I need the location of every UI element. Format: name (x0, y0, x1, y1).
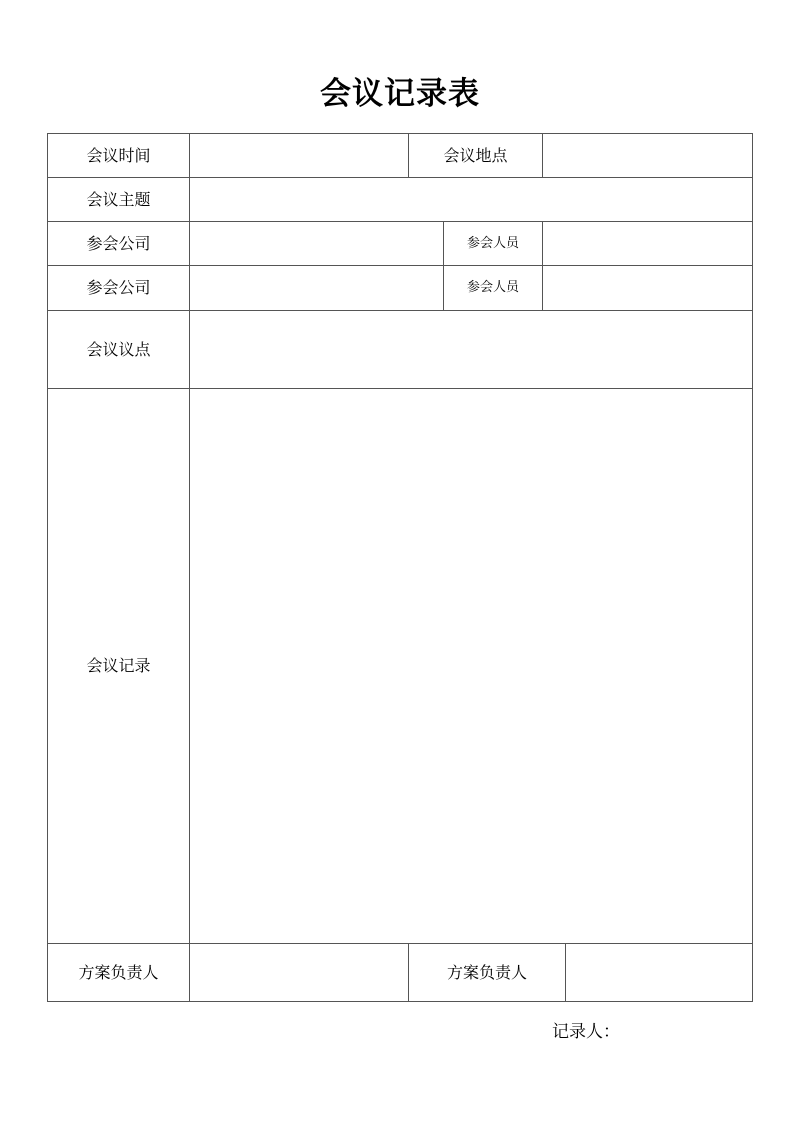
label-company-1: 参会公司 (47, 221, 190, 266)
label-attendees-2: 参会人员 (443, 265, 543, 311)
field-attendees-1[interactable] (542, 221, 753, 266)
label-meeting-time: 会议时间 (47, 133, 190, 178)
label-meeting-topic: 会议主题 (47, 177, 190, 222)
field-owner-1[interactable] (189, 943, 409, 1002)
field-owner-2[interactable] (565, 943, 753, 1002)
field-agenda[interactable] (189, 310, 753, 389)
field-meeting-time[interactable] (189, 133, 409, 178)
field-attendees-2[interactable] (542, 265, 753, 311)
label-minutes: 会议记录 (47, 388, 190, 944)
recorder-label: 记录人： (552, 1022, 620, 1042)
label-owner-1: 方案负责人 (47, 943, 190, 1002)
field-company-1[interactable] (189, 221, 444, 266)
label-company-2: 参会公司 (47, 265, 190, 311)
field-company-2[interactable] (189, 265, 444, 311)
label-attendees-1: 参会人员 (443, 221, 543, 266)
field-meeting-location[interactable] (542, 133, 753, 178)
field-minutes[interactable] (189, 388, 753, 944)
label-agenda: 会议议点 (47, 310, 190, 389)
label-owner-2: 方案负责人 (408, 943, 566, 1002)
field-meeting-topic[interactable] (189, 177, 753, 222)
document-title: 会议记录表 (320, 76, 480, 112)
label-meeting-location: 会议地点 (408, 133, 543, 178)
